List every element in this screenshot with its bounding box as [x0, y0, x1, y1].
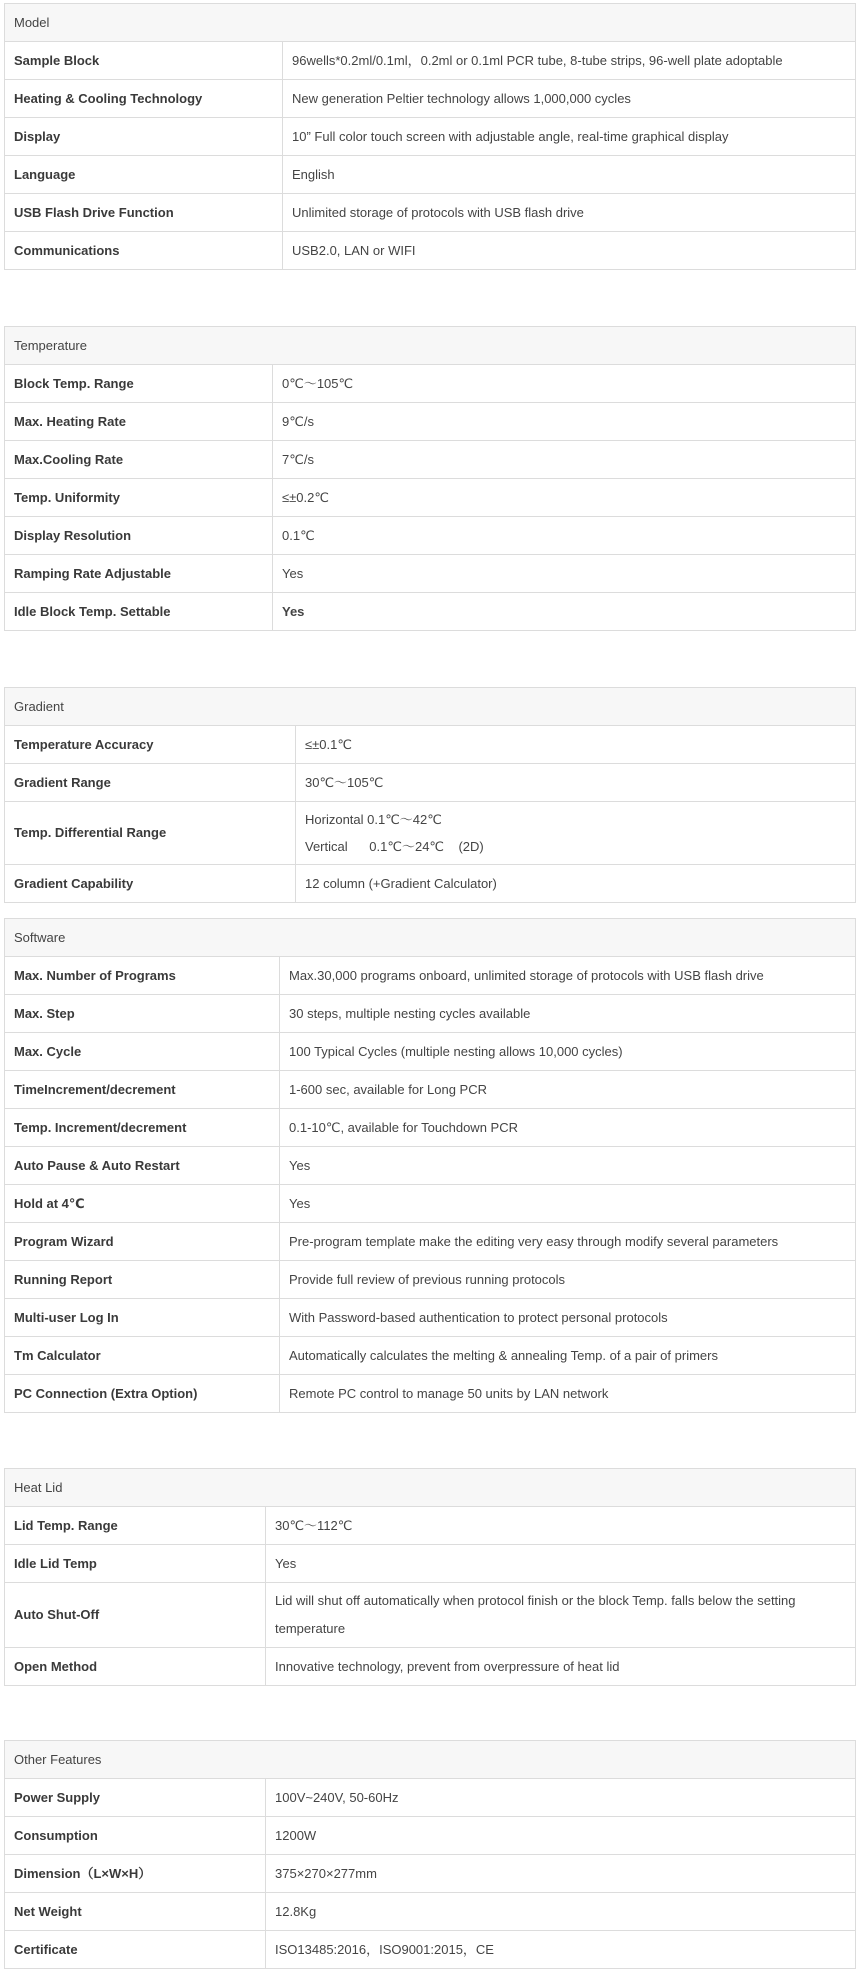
spec-label: Max. Step	[5, 995, 280, 1033]
table-row	[5, 1185, 856, 1223]
spec-label: PC Connection (Extra Option)	[5, 1375, 280, 1413]
table-row	[5, 1147, 856, 1185]
section-title: Gradient	[5, 688, 856, 726]
section-title: Temperature	[5, 327, 856, 365]
table-row	[5, 1931, 856, 1969]
table-row	[5, 479, 856, 517]
table-header-row	[5, 327, 856, 365]
spec-value: Pre-program template make the editing very easy through modify several parameters	[280, 1223, 856, 1261]
table-row	[5, 1855, 856, 1893]
table-row	[5, 1223, 856, 1261]
spec-value: English	[283, 156, 856, 194]
spec-label: Auto Pause & Auto Restart	[5, 1147, 280, 1185]
table-row	[5, 1893, 856, 1931]
spec-label: Max. Number of Programs	[5, 957, 280, 995]
spec-label: Sample Block	[5, 42, 283, 80]
table-row	[5, 517, 856, 555]
table-row	[5, 802, 856, 865]
spec-value: Remote PC control to manage 50 units by LAN network	[280, 1375, 856, 1413]
table-row	[5, 995, 856, 1033]
table-row	[5, 764, 856, 802]
spec-value: 0.1-10℃, available for Touchdown PCR	[280, 1109, 856, 1147]
section-title: Other Features	[5, 1741, 856, 1779]
table-row	[5, 1109, 856, 1147]
heat-lid-spec-table	[4, 1468, 856, 1686]
table-row	[5, 403, 856, 441]
spec-label: Program Wizard	[5, 1223, 280, 1261]
table-row	[5, 1299, 856, 1337]
spec-label: USB Flash Drive Function	[5, 194, 283, 232]
spec-label: Max. Cycle	[5, 1033, 280, 1071]
spec-label: Temperature Accuracy	[5, 726, 296, 764]
spec-label: Display	[5, 118, 283, 156]
spec-label: TimeIncrement/decrement	[5, 1071, 280, 1109]
spec-label: Running Report	[5, 1261, 280, 1299]
table-row	[5, 194, 856, 232]
spec-value: With Password-based authentication to protect personal protocols	[280, 1299, 856, 1337]
spec-value-line: temperature	[275, 1621, 346, 1636]
table-row	[5, 1261, 856, 1299]
spec-label: Tm Calculator	[5, 1337, 280, 1375]
spec-value: ISO13485:2016，ISO9001:2015，CE	[266, 1931, 856, 1969]
table-header-row	[5, 688, 856, 726]
spec-value-line: Lid will shut off automatically when protocol finish or the block Temp. falls below the setting	[275, 1593, 796, 1608]
model-spec-table	[4, 3, 856, 270]
spec-label: Dimension（L×W×H）	[5, 1855, 266, 1893]
spec-value: 96wells*0.2ml/0.1ml，0.2ml or 0.1ml PCR tube, 8-tube strips, 96-well plate adoptable	[283, 42, 856, 80]
table-row	[5, 232, 856, 270]
spec-label: Heating & Cooling Technology	[5, 80, 283, 118]
section-title: Model	[5, 4, 856, 42]
spec-value: 30℃～112℃	[266, 1507, 856, 1545]
spec-value: ≤±0.1℃	[296, 726, 856, 764]
spec-label: Multi-user Log In	[5, 1299, 280, 1337]
gradient-spec-table	[4, 687, 856, 903]
spec-label: Block Temp. Range	[5, 365, 273, 403]
spec-value: Unlimited storage of protocols with USB flash drive	[283, 194, 856, 232]
table-row	[5, 1583, 856, 1648]
table-row	[5, 1033, 856, 1071]
spec-value: Yes	[273, 555, 856, 593]
spec-label: Lid Temp. Range	[5, 1507, 266, 1545]
spec-value: Max.30,000 programs onboard, unlimited storage of protocols with USB flash drive	[280, 957, 856, 995]
spec-value: 12.8Kg	[266, 1893, 856, 1931]
software-spec-table	[4, 918, 856, 1413]
spec-value: 12 column (+Gradient Calculator)	[296, 865, 856, 903]
spec-label: Temp. Differential Range	[5, 802, 296, 865]
spec-label: Open Method	[5, 1648, 266, 1686]
spec-label: Idle Lid Temp	[5, 1545, 266, 1583]
table-row	[5, 1071, 856, 1109]
table-row	[5, 1375, 856, 1413]
spec-label: Max. Heating Rate	[5, 403, 273, 441]
spec-value	[296, 802, 856, 865]
table-row	[5, 1648, 856, 1686]
spec-value-line: Vertical 0.1℃～24℃ (2D)	[305, 839, 484, 854]
spec-value: USB2.0, LAN or WIFI	[283, 232, 856, 270]
table-row	[5, 1545, 856, 1583]
spec-label: Gradient Range	[5, 764, 296, 802]
section-title: Software	[5, 919, 856, 957]
spec-value: 9℃/s	[273, 403, 856, 441]
table-header-row	[5, 4, 856, 42]
spec-value: Provide full review of previous running protocols	[280, 1261, 856, 1299]
table-row	[5, 1337, 856, 1375]
spec-label: Ramping Rate Adjustable	[5, 555, 273, 593]
spec-label: Auto Shut-Off	[5, 1583, 266, 1648]
spec-value: 10” Full color touch screen with adjustable angle, real-time graphical display	[283, 118, 856, 156]
spec-label: Max.Cooling Rate	[5, 441, 273, 479]
table-row	[5, 80, 856, 118]
spec-value: 1-600 sec, available for Long PCR	[280, 1071, 856, 1109]
table-header-row	[5, 919, 856, 957]
spec-value: 7℃/s	[273, 441, 856, 479]
spec-label: Power Supply	[5, 1779, 266, 1817]
spec-value: Yes	[280, 1147, 856, 1185]
spec-value: Yes	[280, 1185, 856, 1223]
table-header-row	[5, 1469, 856, 1507]
spec-value	[266, 1583, 856, 1648]
table-row	[5, 1507, 856, 1545]
spec-label: Temp. Increment/decrement	[5, 1109, 280, 1147]
spec-label: Net Weight	[5, 1893, 266, 1931]
spec-value: Automatically calculates the melting & annealing Temp. of a pair of primers	[280, 1337, 856, 1375]
table-row	[5, 593, 856, 631]
spec-label: Hold at 4℃	[5, 1185, 280, 1223]
spec-value: 1200W	[266, 1817, 856, 1855]
temperature-spec-table	[4, 326, 856, 631]
spec-value: 30 steps, multiple nesting cycles available	[280, 995, 856, 1033]
spec-label: Consumption	[5, 1817, 266, 1855]
spec-label: Gradient Capability	[5, 865, 296, 903]
spec-value: 100V~240V, 50-60Hz	[266, 1779, 856, 1817]
spec-value: Yes	[266, 1545, 856, 1583]
spec-value: 0.1℃	[273, 517, 856, 555]
table-row	[5, 441, 856, 479]
table-row	[5, 365, 856, 403]
spec-value: 30℃～105℃	[296, 764, 856, 802]
spec-value: 375×270×277mm	[266, 1855, 856, 1893]
table-row	[5, 156, 856, 194]
spec-label: Communications	[5, 232, 283, 270]
spec-label: Temp. Uniformity	[5, 479, 273, 517]
spec-value: ≤±0.2℃	[273, 479, 856, 517]
spec-label: Certificate	[5, 1931, 266, 1969]
other-features-spec-table	[4, 1740, 856, 1969]
spec-value: New generation Peltier technology allows 1,000,000 cycles	[283, 80, 856, 118]
table-row	[5, 118, 856, 156]
table-row	[5, 1817, 856, 1855]
spec-value: Innovative technology, prevent from overpressure of heat lid	[266, 1648, 856, 1686]
spec-label: Idle Block Temp. Settable	[5, 593, 273, 631]
table-row	[5, 1779, 856, 1817]
spec-value-line: Horizontal 0.1℃～42℃	[305, 812, 442, 827]
table-row	[5, 865, 856, 903]
table-row	[5, 42, 856, 80]
table-row	[5, 957, 856, 995]
spec-value: Yes	[273, 593, 856, 631]
spec-label: Language	[5, 156, 283, 194]
spec-value: 0℃～105℃	[273, 365, 856, 403]
table-row	[5, 726, 856, 764]
table-header-row	[5, 1741, 856, 1779]
section-title: Heat Lid	[5, 1469, 856, 1507]
spec-value: 100 Typical Cycles (multiple nesting allows 10,000 cycles)	[280, 1033, 856, 1071]
table-row	[5, 555, 856, 593]
spec-label: Display Resolution	[5, 517, 273, 555]
